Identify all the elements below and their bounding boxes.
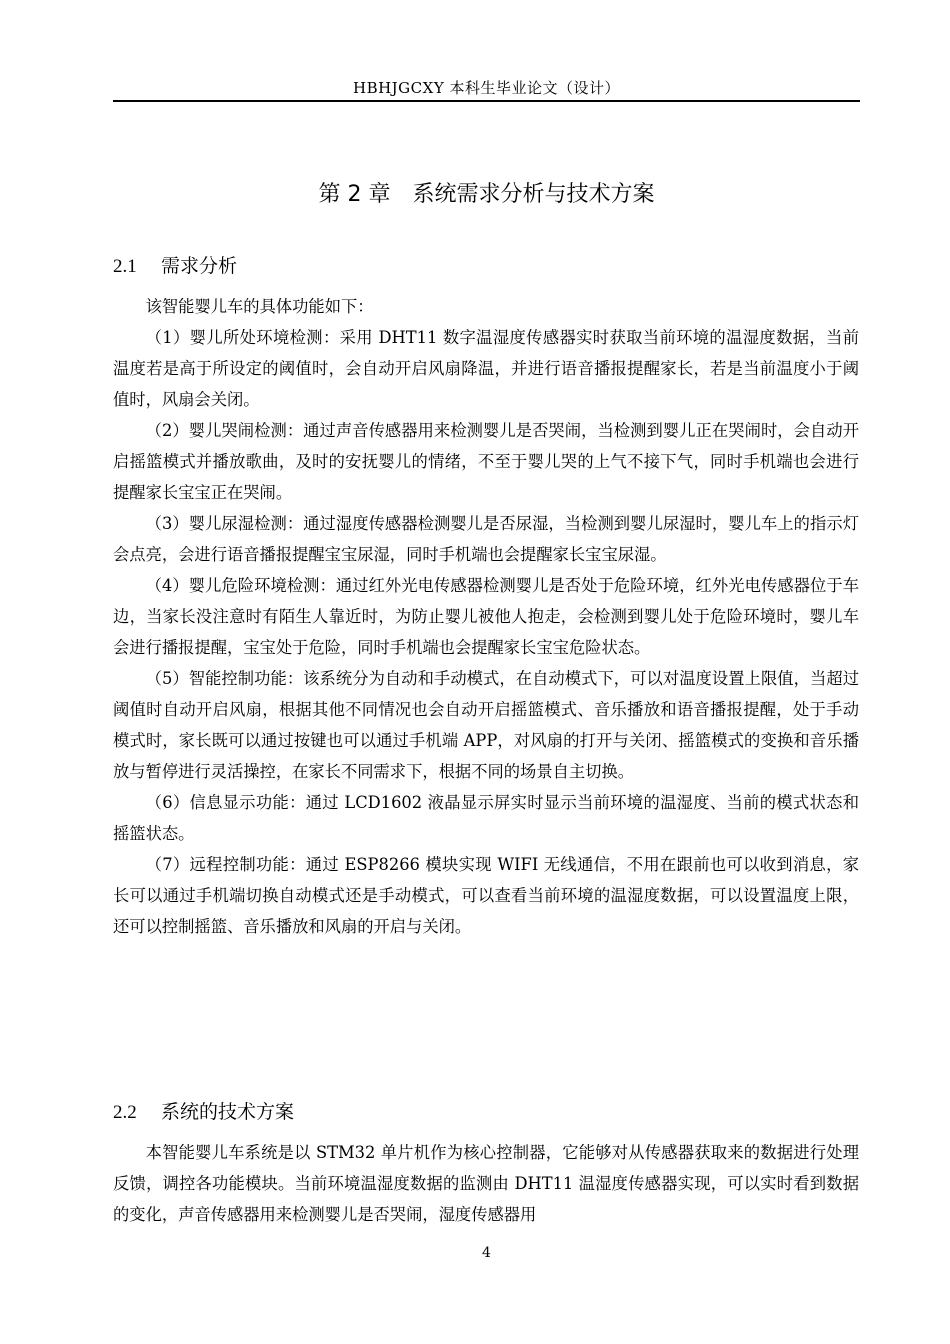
section-2-2-body <box>113 1137 859 1230</box>
paragraph: （6）信息显示功能：通过 LCD1602 液晶显示屏实时显示当前环境的温湿度、当前的模式状态和摇篮状态。 <box>113 793 859 843</box>
section-2-1-body <box>113 291 859 942</box>
paragraph: （3）婴儿尿湿检测：通过湿度传感器检测婴儿是否尿湿，当检测到婴儿尿湿时，婴儿车上的指示灯会点亮，会进行语音播报提醒宝宝尿湿，同时手机端也会提醒家长宝宝尿湿。 <box>113 514 859 564</box>
chapter-title <box>113 180 860 210</box>
section-number: 2.1 <box>113 256 137 277</box>
running-header: HBHJGCXY 本科生毕业论文（设计） <box>352 79 620 97</box>
page-number: 4 <box>482 1245 491 1261</box>
section-heading-2-2 <box>113 1098 860 1127</box>
header-rule <box>113 100 860 102</box>
chapter-number: 第 2 章 <box>318 182 391 207</box>
paragraph: （5）智能控制功能：该系统分为自动和手动模式，在自动模式下，可以对温度设置上限值，当超过阈值时自动开启风扇，根据其他不同情况也会自动开启摇篮模式、音乐播放和语音播报提醒，处于手动模式时，家长既可以通过按键也可以通过手机端 APP，对风扇的打开与关闭、摇篮模式的变换和音乐播放与暂停进行灵活操控，在家长不同需求下，根据不同的场景自主切换。 <box>113 669 859 781</box>
paragraph: （2）婴儿哭闹检测：通过声音传感器用来检测婴儿是否哭闹，当检测到婴儿正在哭闹时，会自动开启摇篮模式并播放歌曲，及时的安抚婴儿的情绪，不至于婴儿哭的上气不接下气，同时手机端也会进行提醒家长宝宝正在哭闹。 <box>113 421 859 502</box>
section-title: 系统的技术方案 <box>161 1101 295 1123</box>
paragraph: （4）婴儿危险环境检测：通过红外光电传感器检测婴儿是否处于危险环境，红外光电传感器位于车边，当家长没注意时有陌生人靠近时，为防止婴儿被他人抱走，会检测到婴儿处于危险环境时，婴儿车会进行播报提醒，宝宝处于危险，同时手机端也会提醒家长宝宝危险状态。 <box>113 576 859 657</box>
paragraph: （1）婴儿所处环境检测：采用 DHT11 数字温湿度传感器实时获取当前环境的温湿度数据，当前温度若是高于所设定的阈值时，会自动开启风扇降温，并进行语音播报提醒家长，若是当前温度小于阈值时，风扇会关闭。 <box>113 328 859 409</box>
section-number: 2.2 <box>113 1102 137 1123</box>
section-title: 需求分析 <box>161 255 238 277</box>
paragraph: 该智能婴儿车的具体功能如下： <box>145 297 374 316</box>
section-heading-2-1 <box>113 252 860 281</box>
paragraph: 本智能婴儿车系统是以 STM32 单片机作为核心控制器，它能够对从传感器获取来的数据进行处理反馈，调控各功能模块。当前环境温湿度数据的监测由 DHT11 温湿度传感器实现，可以实时看到数据的变化，声音传感器用来检测婴儿是否哭闹，湿度传感器用 <box>113 1143 859 1224</box>
chapter-title-text: 系统需求分析与技术方案 <box>412 182 655 207</box>
paragraph: （7）远程控制功能：通过 ESP8266 模块实现 WIFI 无线通信，不用在跟前也可以收到消息，家长可以通过手机端切换自动模式还是手动模式，可以查看当前环境的温湿度数据，可以设置温度上限，还可以控制摇篮、音乐播放和风扇的开启与关闭。 <box>113 855 859 936</box>
